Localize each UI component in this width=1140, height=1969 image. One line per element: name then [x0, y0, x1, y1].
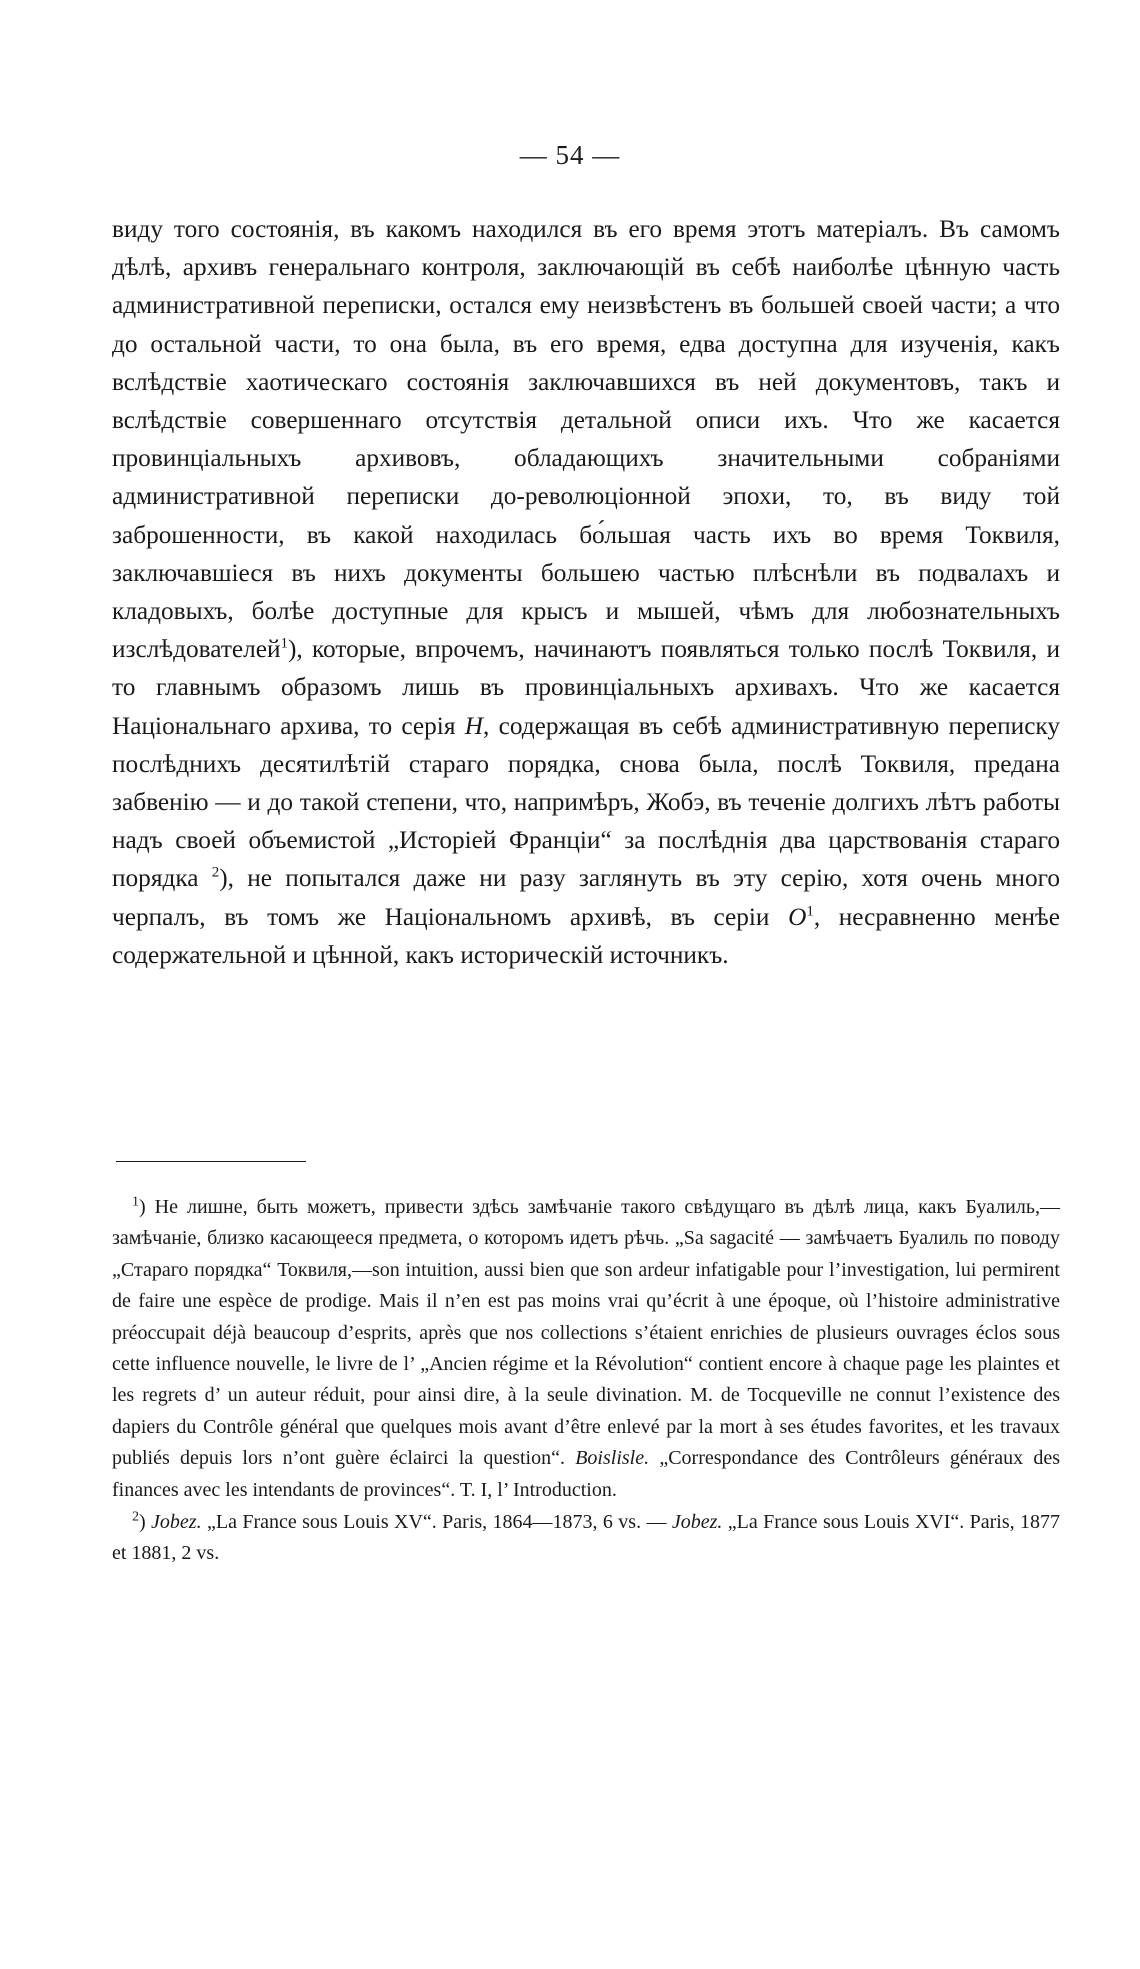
footnote-ref-2: 2 — [211, 865, 220, 882]
footnote-ref-1: 1 — [280, 635, 288, 652]
body-text-e: , несравненно менѣе содержательной и цѣнной, какъ историческій источникъ. — [112, 902, 1060, 969]
body-paragraph — [112, 210, 1060, 974]
footnote-2-author-2: Jobez. — [671, 1511, 723, 1534]
body-text-b: ), которые, впрочемъ, начинаютъ появляться только послѣ Токвиля, и то главнымъ образомъ лишь въ провинціальныхъ архивахъ. Что же касается Національнаго архива, то серія — [112, 635, 1060, 740]
main-text — [112, 210, 1060, 974]
body-text-a: виду того состоянія, въ какомъ находился въ его время этотъ матеріалъ. Въ самомъ дѣлѣ, архивъ генеральнаго контроля, заключающій въ себѣ наиболѣе цѣнную часть административной переписки, остался ему неизвѣстенъ въ большей своей части; а что до остальной части, то она была, въ его время, едва доступна для изученія, какъ вслѣдствіе хаотическаго состоянія заключавшихся въ ней документовъ, такъ и вслѣдствіе совершеннаго отсутствія детальной описи ихъ. Что же касается провинціальныхъ архивовъ, обладающихъ значительными собраніями административной переписки до-революціонной эпохи, то, въ виду той заброшенности, въ какой находилась бо́льшая часть ихъ во время Токвиля, заключавшіеся въ нихъ документы большею частью плѣснѣли въ подвалахъ и кладовыхъ, болѣе доступные для крысъ и мышей, чѣмъ для любознательныхъ изслѣдователей — [112, 215, 1060, 664]
footnote-2-text-a: „La France sous Louis XV“. Paris, 1864—1873, 6 vs. — — [206, 1511, 667, 1534]
footnote-divider — [116, 1161, 306, 1162]
footnote-2-mark: 2 — [132, 1509, 139, 1525]
footnote-1 — [112, 1192, 1060, 1506]
series-o-label: O — [788, 902, 807, 931]
body-text-c: , содержащая въ себѣ административную переписку послѣднихъ десятилѣтій стараго порядка, снова была, послѣ Токвиля, предана забвенію — и до такой степени, что, напримѣръ, Жобэ, въ теченіе долгихъ лѣтъ работы надъ своей объемистой „Исторіей Франціи“ за послѣднія два царствованія стараго порядка — [112, 711, 1061, 893]
footnote-1-mark: 1 — [132, 1194, 139, 1210]
footnote-2 — [112, 1507, 1060, 1570]
body-text-d: ), не попытался даже ни разу заглянуть въ эту серію, хотя очень много черпалъ, въ томъ же Національномъ архивѣ, въ серіи — [112, 864, 1061, 931]
footnote-2-author-1: Jobez. — [151, 1511, 202, 1534]
footnote-1-text-a: ) Не лишне, быть можетъ, привести здѣсь замѣчаніе такого свѣдущаго въ дѣлѣ лица, какъ Буалиль,—замѣчаніе, близко касающееся предмета, о которомъ идетъ рѣчь. „Sa sagacité — замѣчаетъ Буалиль по поводу „Стараго порядка“ Токвиля,—son intuition, aussi bien que son ardeur infatigable pour l’investigation, lui permirent de faire une espèce de prodige. Mais il n’en est pas moins vrai qu’écrit à une époque, où l’histoire administrative préoccupait déjà beaucoup d’esprits, après que nos collections s’étaient enrichies de plusieurs ouvrages éclos sous cette influence nouvelle, le livre de l’ „Ancien régime et la Révolution“ contient encore à chaque page les plaintes et les regrets d’ un auteur réduit, pour ainsi dire, à la seule divination. M. de Tocqueville ne connut l’existence des dapiers du Contrôle général que quelques mois avant d’être enlevé par la mort à ses études favorites, et les travaux publiés depuis lors n’ont guère éclairci la question“. — [112, 1196, 1060, 1470]
footnotes — [112, 1192, 1060, 1571]
series-o-superscript: 1 — [806, 903, 814, 920]
footnote-2-text-b: „La France sous Louis XVI“. Paris, 1877 et 1881, 2 vs. — [112, 1511, 1061, 1565]
page-number: — 54 — — [519, 140, 621, 170]
footnote-2-paren: ) — [139, 1511, 152, 1534]
footnote-1-text-b: „Correspondance des Contrôleurs généraux des finances avec les intendants de provinces“. T. I, l’ Introduction. — [112, 1447, 1061, 1501]
series-h-label: H — [464, 711, 484, 740]
footnote-1-author: Boislisle. — [575, 1447, 650, 1470]
